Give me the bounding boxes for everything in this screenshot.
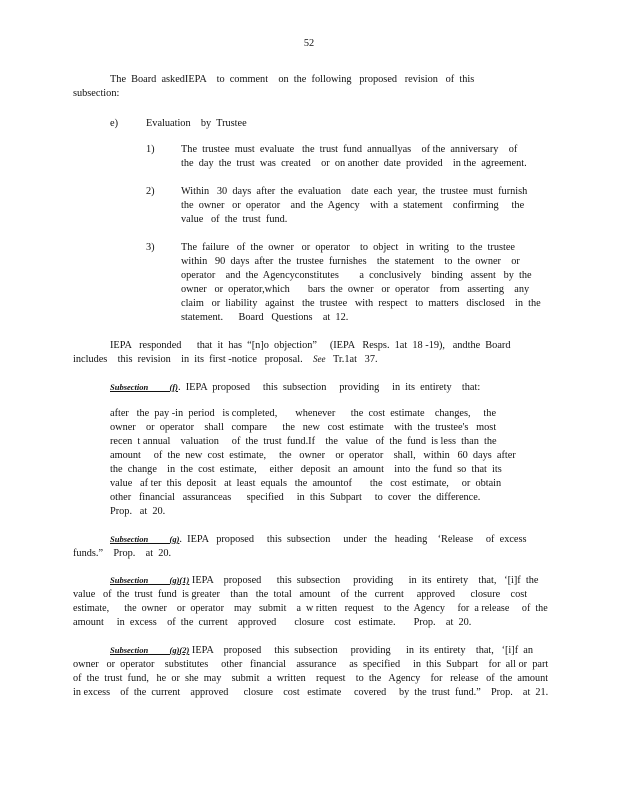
subsection-g1-line-2: value of the trust fund is greater than the total amount of the current approved closure cost [73,589,528,600]
item-e-letter: e) [110,118,118,129]
item-e-heading: Evaluation by Trustee [146,118,247,129]
intro-line-1: The Board askedIEPA to comment on the following proposed revision of this [110,74,475,85]
quote-line-2: owner or operator shall compare the new cost estimate with the trustee's most [110,422,497,433]
sub-2-line-3: value of the trust fund. [181,214,288,225]
quote-line-8: Prop. at 20. [110,506,166,517]
sub-2-line-2: the owner or operator and the Agency with a statement confirming the [181,200,525,211]
sub-3-line-5: claim or liability against the trustee with respect to matters disclosed in the [181,298,541,309]
subsection-f-paragraph [110,381,480,395]
subsection-g1-line-3: estimate, the owner or operator may submit a w ritten request to the Agency for a release of the [73,603,548,614]
subsection-g-line-1 [110,533,527,547]
sub-3-line-1: The failure of the owner or operator to object in writing to the trustee [181,242,515,253]
see-signal: See [312,354,326,364]
response-line-2b: Tr.1at 37. [333,354,378,365]
quote-line-5: the change in the cost estimate, either deposit an amount into the fund so that its [110,464,502,475]
quote-line-6: value af ter this deposit at least equals the amountof the cost estimate, or obtain [110,478,502,489]
subsection-g2-line-3: of the trust fund, he or she may submit a written request to the Agency for release of the amount [73,673,549,684]
sub-3-line-2: within 90 days after the trustee furnishes the statement to the owner or [181,256,520,267]
page-number: 52 [303,38,315,49]
subsection-g1-label: Subsection (g)(1) [110,575,190,585]
sub-2-line-1: Within 30 days after the evaluation date each year, the trustee must furnish [181,186,528,197]
subsection-g-line-2: funds.” Prop. at 20. [73,548,172,559]
quote-line-7: other financial assuranceas specified in this Subpart to cover the difference. [110,492,481,503]
subsection-f-text: . IEPA proposed this subsection providing in its entirety that: [178,382,481,393]
sub-1-line-2: the day the trust was created or on another date provided in the agreement. [181,158,527,169]
sub-3-line-6: statement. Board Questions at 12. [181,312,349,323]
intro-line-2: subsection: [73,88,120,99]
subsection-g-label: Subsection (g) [110,534,180,544]
response-line-1: IEPA responded that it has “[n]o objection” (IEPA Resps. 1at 18 -19), andthe Board [110,340,511,351]
subsection-g2-text: IEPA proposed this subsection providing in its entirety that, ‘[i]f an [191,645,534,656]
subsection-g-text: . IEPA proposed this subsection under the heading ‘Release of excess [179,534,527,545]
quote-line-3: recen t annual valuation of the trust fund.If the value of the fund is less than the [110,436,497,447]
subsection-g1-line-4: amount in excess of the current approved closure cost estimate. Prop. at 20. [73,617,472,628]
sub-3-number: 3) [146,242,155,253]
response-line-2 [73,353,378,367]
subsection-g2-label: Subsection (g)(2) [110,645,190,655]
response-line-2a: includes this revision in its first -notice proposal. [73,354,303,365]
subsection-g2-line-4: in excess of the current approved closure cost estimate covered by the trust fund.” Prop. at 21. [73,687,549,698]
subsection-g1-line-1 [110,574,538,588]
sub-1-line-1: The trustee must evaluate the trust fund annuallyas of the anniversary of [181,144,518,155]
subsection-g2-line-2: owner or operator substitutes other financial assurance as specified in this Subpart for all or part [73,659,549,670]
sub-3-line-4: owner or operator,which bars the owner or operator from asserting any [181,284,530,295]
sub-2-number: 2) [146,186,155,197]
sub-1-number: 1) [146,144,155,155]
subsection-g2-line-1 [110,644,533,658]
quote-line-1: after the pay -in period is completed, whenever the cost estimate changes, the [110,408,497,419]
subsection-g1-text: IEPA proposed this subsection providing in its entirety that, ‘[i]f the [191,575,539,586]
subsection-f-label: Subsection (f) [110,382,178,392]
quote-line-4: amount of the new cost estimate, the owner or operator shall, within 60 days after [110,450,516,461]
sub-3-line-3: operator and the Agencyconstitutes a conclusively binding assent by the [181,270,532,281]
